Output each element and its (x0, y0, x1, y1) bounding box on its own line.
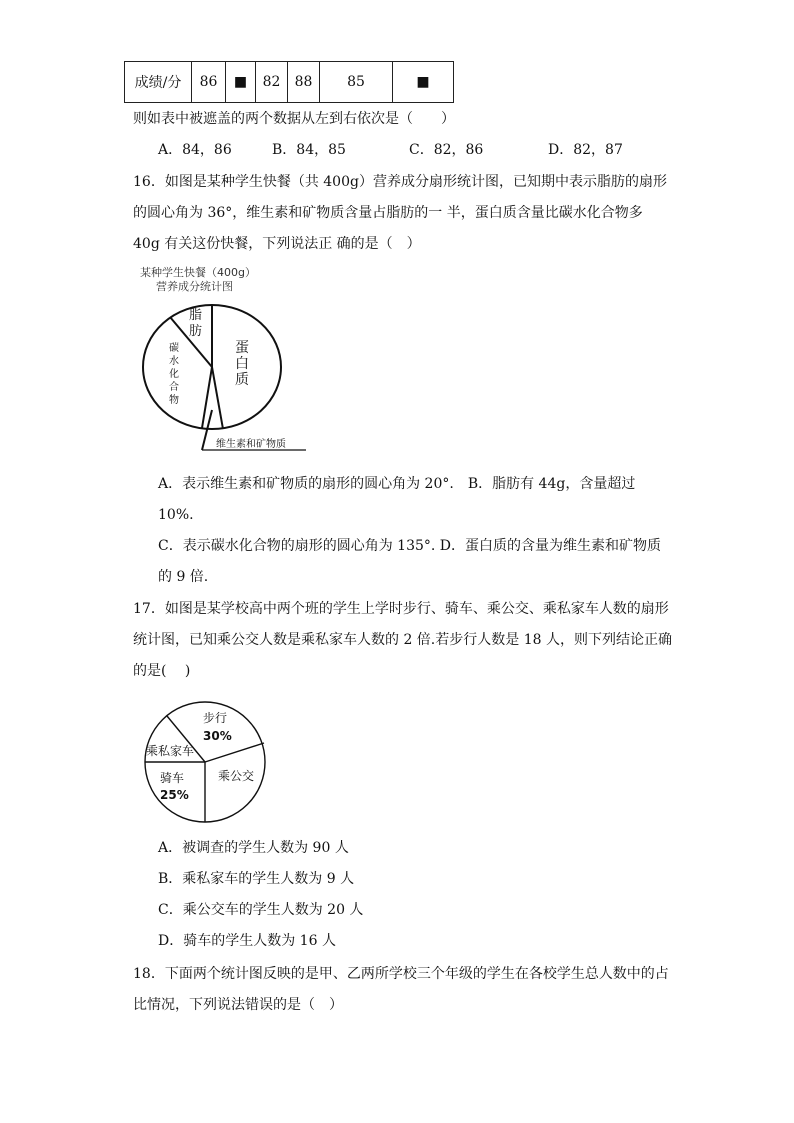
score-cell-masked: ■ (393, 62, 454, 103)
q17-stem-line: 统计图，已知乘公交人数是乘私家车人数的 2 倍.若步行人数是 18 人，则下列结论正确 (133, 632, 672, 648)
q17-divider (205, 743, 264, 762)
q16-label-protein: 质 (235, 372, 249, 388)
score-cell-masked: ■ (226, 62, 256, 103)
q16-label-carbs: 化 (169, 369, 179, 380)
q16-label-carbs: 物 (169, 395, 179, 406)
q16-stem-line: 16．如图是某种学生快餐（共 400g）营养成分扇形统计图，已知期中表示脂肪的扇形 (133, 174, 667, 190)
score-table-row (125, 62, 454, 103)
score-cell: 86 (192, 62, 226, 103)
q17-option-c: C．乘公交车的学生人数为 20 人 (158, 902, 364, 918)
q16-divider (212, 367, 223, 429)
q17-option-b: B．乘私家车的学生人数为 9 人 (158, 871, 355, 887)
q16-option-ab: A．表示维生素和矿物质的扇形的圆心角为 20°. B．脂肪有 44g，含量超过 (158, 476, 636, 492)
q16-pie-chart (136, 264, 316, 454)
q17-label-bike: 骑车 (160, 771, 185, 785)
q15-option-a: A．84，86 (158, 142, 232, 158)
q17-label-walk-pct: 30% (203, 729, 232, 743)
q16-label-carbs: 合 (169, 382, 179, 393)
q16-chart-subtitle: 营养成分统计图 (156, 280, 233, 293)
q16-option-cd: C．表示碳水化合物的扇形的圆心角为 135°. D．蛋白质的含量为维生素和矿物质 (158, 538, 662, 554)
q17-option-a: A．被调查的学生人数为 90 人 (158, 840, 349, 856)
q17-label-walk: 步行 (203, 711, 228, 725)
q18-stem-line: 18．下面两个统计图反映的是甲、乙两所学校三个年级的学生在各校学生总人数中的占 (133, 966, 669, 982)
q17-stem-line: 17．如图是某学校高中两个班的学生上学时步行、骑车、乘公交、乘私家车人数的扇形 (133, 601, 669, 617)
q16-label-fat: 肪 (189, 324, 203, 339)
q15-option-b: B．84，85 (272, 142, 346, 158)
q17-label-car: 乘私家车 (146, 744, 195, 758)
q15-option-c: C．82，86 (409, 142, 484, 158)
q16-option-d-cont: 的 9 倍. (158, 569, 209, 585)
score-cell: 82 (256, 62, 288, 103)
q17-stem-line: 的是( ) (133, 663, 191, 679)
q16-stem-line: 的圆心角为 36°，维生素和矿物质含量占脂肪的一 半，蛋白质含量比碳水化合物多 (133, 205, 643, 221)
q16-label-carbs: 碳 (169, 343, 179, 354)
score-cell: 85 (320, 62, 393, 103)
q16-label-protein: 白 (235, 356, 249, 372)
score-table (124, 61, 454, 103)
q16-label-vitamins: 维生素和矿物质 (216, 439, 286, 450)
q16-stem-line: 40g 有关这份快餐，下列说法正 确的是（ ） (133, 236, 421, 252)
score-cell: 88 (288, 62, 320, 103)
q16-chart-title: 某种学生快餐（400g） (140, 266, 256, 279)
q17-label-bus: 乘公交 (218, 769, 255, 783)
q16-label-protein: 蛋 (235, 340, 249, 356)
q18-stem-line: 比情况，下列说法错误的是（ ） (133, 997, 343, 1013)
q16-label-fat: 脂 (189, 308, 203, 323)
q15-option-d: D．82，87 (548, 142, 623, 158)
q15-stem: 则如表中被遮盖的两个数据从左到右依次是（ ） (133, 111, 455, 127)
q17-option-d: D．骑车的学生人数为 16 人 (158, 933, 336, 949)
q16-label-carbs: 水 (169, 356, 179, 367)
score-table-header: 成绩/分 (125, 62, 192, 103)
q16-option-b-cont: 10%. (158, 507, 194, 523)
q17-label-bike-pct: 25% (160, 788, 189, 802)
q17-pie-chart (140, 700, 272, 825)
